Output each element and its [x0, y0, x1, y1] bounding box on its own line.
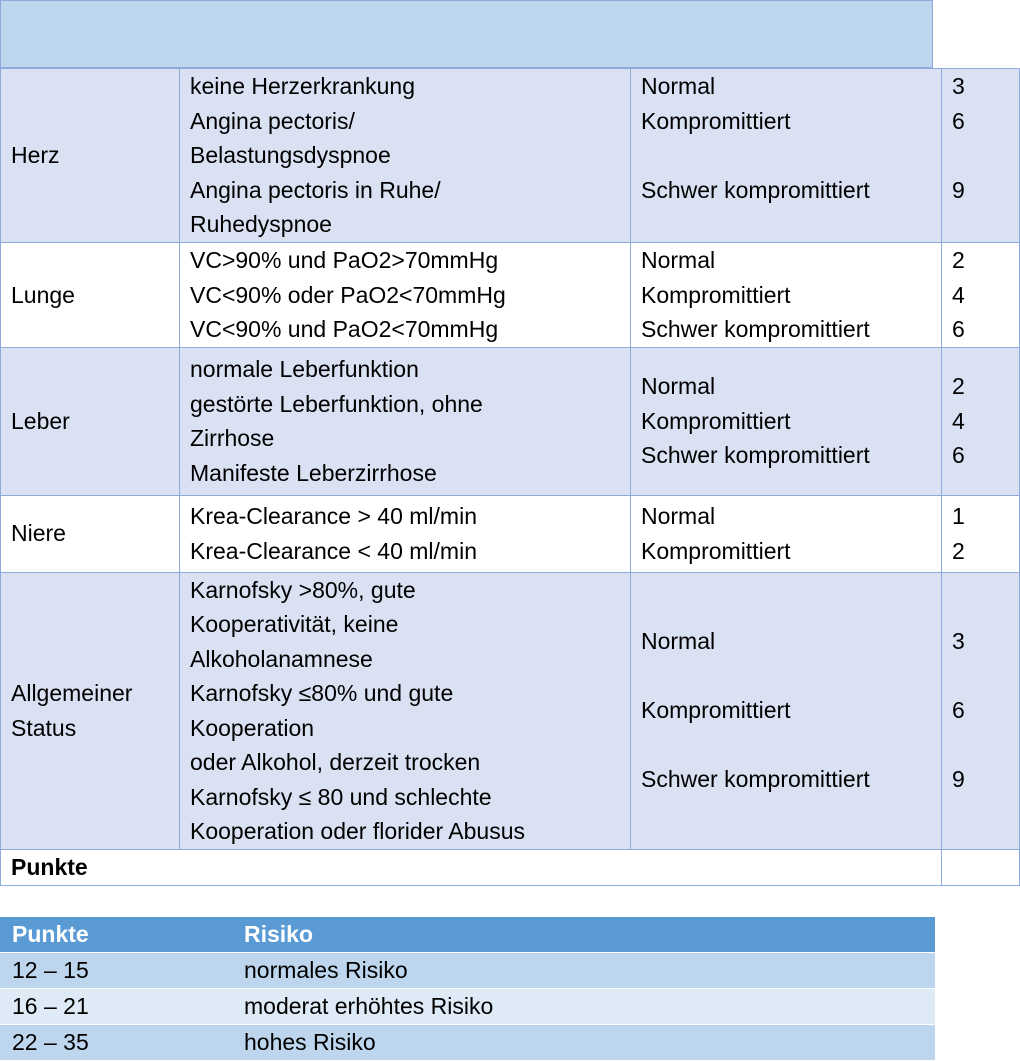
criteria-cell — [180, 347, 631, 495]
points-value: 6 — [952, 442, 965, 469]
risk-header-points: Punkte — [0, 917, 232, 953]
status-line: Normal — [641, 628, 716, 655]
risk-level: normales Risiko — [232, 953, 935, 989]
status-cell — [631, 347, 942, 495]
status-spacer — [641, 138, 931, 173]
table-row — [1, 69, 1020, 243]
status-spacer — [641, 728, 931, 763]
risk-points: 16 – 21 — [0, 989, 232, 1025]
total-label-cell — [1, 849, 942, 885]
score-table — [0, 68, 1020, 886]
criteria-cell — [180, 495, 631, 572]
status-line: Kompromittiert — [641, 107, 791, 134]
points-value: 2 — [952, 537, 965, 564]
points-value: 2 — [952, 247, 965, 273]
organ-label: Leber — [11, 407, 70, 434]
total-label: Punkte — [11, 853, 88, 880]
points-value: 9 — [952, 176, 965, 203]
criteria-line: Alkoholanamnese — [190, 645, 373, 672]
points-spacer — [952, 728, 1009, 763]
criteria-line: Kooperativität, keine — [190, 611, 399, 637]
criteria-line: gestörte Leberfunktion, ohne — [190, 390, 483, 417]
criteria-line: Ruhedyspnoe — [190, 211, 332, 238]
criteria-line: VC<90% oder PaO2<70mmHg — [190, 281, 506, 308]
points-cell — [942, 243, 1020, 348]
status-cell — [631, 243, 942, 348]
table-row — [1, 572, 1020, 849]
points-cell — [942, 347, 1020, 495]
status-line: Schwer kompromittiert — [641, 442, 870, 469]
criteria-line: VC<90% und PaO2<70mmHg — [190, 316, 499, 342]
risk-level: hohes Risiko — [232, 1025, 935, 1061]
organ-label: Herz — [11, 142, 60, 169]
status-cell — [631, 69, 942, 243]
status-line: Kompromittiert — [641, 697, 791, 724]
points-spacer — [952, 659, 1009, 694]
points-value: 2 — [952, 373, 965, 400]
status-line: Normal — [641, 503, 716, 529]
status-line: Kompromittiert — [641, 407, 791, 434]
organ-cell — [1, 69, 180, 243]
organ-cell — [1, 347, 180, 495]
criteria-line: normale Leberfunktion — [190, 356, 419, 382]
criteria-cell — [180, 572, 631, 849]
organ-cell — [1, 572, 180, 849]
points-value: 6 — [952, 697, 965, 724]
organ-label: Allgemeiner — [11, 680, 133, 706]
risk-points: 22 – 35 — [0, 1025, 232, 1061]
criteria-line: Manifeste Leberzirrhose — [190, 459, 437, 486]
status-cell — [631, 572, 942, 849]
table-row — [0, 989, 935, 1025]
criteria-line: keine Herzerkrankung — [190, 73, 416, 100]
table-row — [0, 1025, 935, 1061]
points-value: 3 — [952, 73, 965, 99]
risk-level: moderat erhöhtes Risiko — [232, 989, 935, 1025]
status-line: Kompromittiert — [641, 537, 791, 564]
status-line: Kompromittiert — [641, 281, 791, 308]
organ-label: Niere — [11, 520, 66, 547]
risk-points: 12 – 15 — [0, 953, 232, 989]
status-cell — [631, 495, 942, 572]
criteria-line: Kooperation — [190, 714, 315, 741]
criteria-line: Zirrhose — [190, 425, 275, 451]
risk-header-risk: Risiko — [232, 917, 935, 953]
risk-table — [0, 917, 935, 1061]
points-value: 4 — [952, 407, 965, 434]
risk-table-header — [0, 917, 935, 953]
status-line: Normal — [641, 73, 716, 99]
table-row — [1, 495, 1020, 572]
criteria-line: Krea-Clearance > 40 ml/min — [190, 503, 477, 529]
total-value-cell[interactable] — [942, 849, 1020, 885]
status-spacer — [641, 659, 931, 694]
table-header-band — [0, 0, 933, 68]
status-line: Schwer kompromittiert — [641, 766, 870, 793]
criteria-line: Karnofsky ≤80% und gute — [190, 680, 454, 706]
criteria-line: Krea-Clearance < 40 ml/min — [190, 537, 477, 564]
criteria-line: oder Alkohol, derzeit trocken — [190, 749, 481, 775]
criteria-line: Karnofsky ≤ 80 und schlechte — [190, 783, 492, 810]
points-cell — [942, 572, 1020, 849]
points-value: 6 — [952, 107, 965, 134]
status-line: Normal — [641, 373, 716, 400]
status-line: Schwer kompromittiert — [641, 316, 870, 342]
status-line: Schwer kompromittiert — [641, 176, 870, 203]
criteria-line: VC>90% und PaO2>70mmHg — [190, 247, 499, 273]
criteria-line: Kooperation oder florider Abusus — [190, 818, 525, 844]
total-row — [1, 849, 1020, 885]
points-value: 3 — [952, 628, 965, 655]
table-row — [1, 243, 1020, 348]
organ-label: Lunge — [11, 281, 75, 308]
points-value: 6 — [952, 316, 965, 342]
points-cell — [942, 495, 1020, 572]
organ-cell — [1, 495, 180, 572]
table-row — [1, 347, 1020, 495]
points-value: 1 — [952, 503, 965, 529]
table-row — [0, 953, 935, 989]
criteria-line: Angina pectoris/ — [190, 107, 355, 134]
points-value: 4 — [952, 281, 965, 308]
criteria-cell — [180, 243, 631, 348]
status-line: Normal — [641, 247, 716, 273]
points-value: 9 — [952, 766, 965, 793]
criteria-line: Angina pectoris in Ruhe/ — [190, 176, 441, 203]
criteria-line: Belastungsdyspnoe — [190, 142, 391, 169]
criteria-cell — [180, 69, 631, 243]
criteria-line: Karnofsky >80%, gute — [190, 576, 416, 603]
points-spacer — [952, 138, 1009, 173]
points-cell — [942, 69, 1020, 243]
organ-label: Status — [11, 714, 77, 741]
organ-cell — [1, 243, 180, 348]
